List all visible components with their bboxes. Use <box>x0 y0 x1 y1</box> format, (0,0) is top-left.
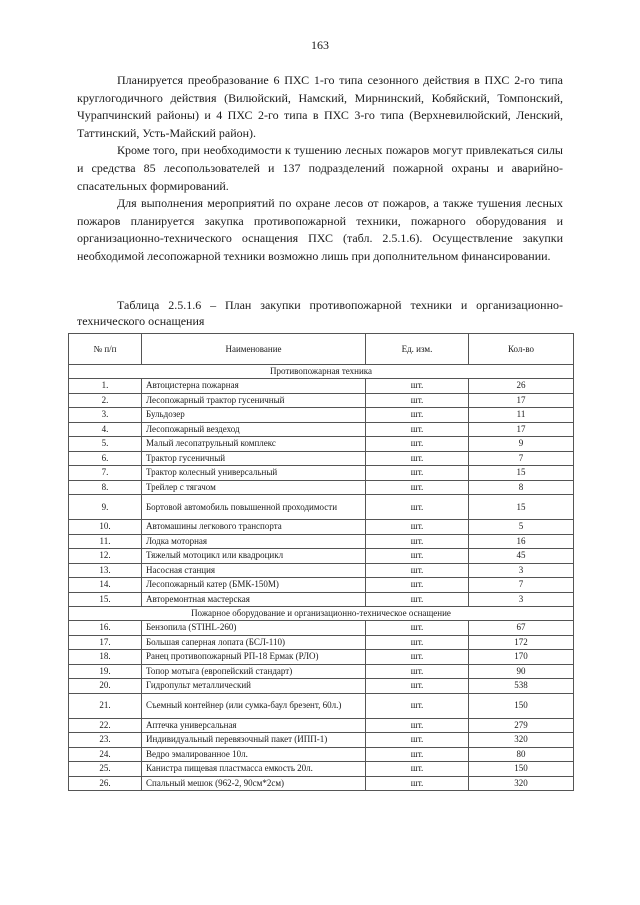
page-number: 163 <box>311 38 329 52</box>
row-unit: шт. <box>366 635 469 650</box>
table-row <box>69 693 574 718</box>
row-name: Автоцистерна пожарная <box>142 379 366 394</box>
paragraph-3: Для выполнения мероприятий по охране лесов от пожаров, а также тушения лесных пожаров планируется закупка противопожарной техники, пожарного оборудования и организационно-технического оснащения ПХС (табл. 2.5.1.6). Осуществление закупки необходимой лесопожарной техники возможно лишь при дополнительном финансировании. <box>77 196 563 263</box>
row-unit: шт. <box>366 480 469 495</box>
row-number: 14. <box>69 578 142 593</box>
header-number: № п/п <box>69 334 142 365</box>
row-quantity: 9 <box>469 437 574 452</box>
section-title: Противопожарная техника <box>69 365 574 379</box>
row-unit: шт. <box>366 437 469 452</box>
table-row <box>69 592 574 607</box>
row-number: 10. <box>69 520 142 535</box>
row-name: Ведро эмалированное 10л. <box>142 747 366 762</box>
table-row <box>69 379 574 394</box>
row-name: Топор мотыга (европейский стандарт) <box>142 664 366 679</box>
table-row <box>69 393 574 408</box>
table-row <box>69 480 574 495</box>
header-name: Наименование <box>142 334 366 365</box>
row-quantity: 320 <box>469 776 574 791</box>
table-row <box>69 776 574 791</box>
row-number: 26. <box>69 776 142 791</box>
row-unit: шт. <box>366 762 469 777</box>
row-name: Бортовой автомобиль повышенной проходимости <box>142 495 366 520</box>
table-row <box>69 733 574 748</box>
row-name: Большая саперная лопата (БСЛ-110) <box>142 635 366 650</box>
row-number: 17. <box>69 635 142 650</box>
row-unit: шт. <box>366 693 469 718</box>
row-quantity: 150 <box>469 762 574 777</box>
row-name: Лесопожарный трактор гусеничный <box>142 393 366 408</box>
procurement-table <box>68 333 574 791</box>
row-number: 19. <box>69 664 142 679</box>
row-quantity: 26 <box>469 379 574 394</box>
row-name: Малый лесопатрульный комплекс <box>142 437 366 452</box>
row-name: Канистра пищевая пластмасса емкость 20л. <box>142 762 366 777</box>
row-number: 20. <box>69 679 142 694</box>
table-caption: Таблица 2.5.1.6 – План закупки противопожарной техники и организационно-технического оснащения <box>77 298 563 328</box>
row-name: Бульдозер <box>142 408 366 423</box>
row-name: Бензопила (STIHL-260) <box>142 621 366 636</box>
row-quantity: 17 <box>469 422 574 437</box>
row-quantity: 16 <box>469 534 574 549</box>
row-number: 4. <box>69 422 142 437</box>
row-quantity: 17 <box>469 393 574 408</box>
table-section-row <box>69 365 574 379</box>
table-row <box>69 635 574 650</box>
row-number: 1. <box>69 379 142 394</box>
table-row <box>69 422 574 437</box>
table-row <box>69 495 574 520</box>
table-row <box>69 466 574 481</box>
table-row <box>69 563 574 578</box>
row-number: 5. <box>69 437 142 452</box>
row-quantity: 5 <box>469 520 574 535</box>
row-number: 2. <box>69 393 142 408</box>
row-unit: шт. <box>366 495 469 520</box>
row-number: 6. <box>69 451 142 466</box>
row-quantity: 172 <box>469 635 574 650</box>
row-unit: шт. <box>366 621 469 636</box>
table-row <box>69 718 574 733</box>
header-unit: Ед. изм. <box>366 334 469 365</box>
table-row <box>69 762 574 777</box>
header-quantity: Кол-во <box>469 334 574 365</box>
table-body <box>69 365 574 791</box>
table-row <box>69 534 574 549</box>
table-row <box>69 408 574 423</box>
row-quantity: 3 <box>469 592 574 607</box>
row-name: Тяжелый мотоцикл или квадроцикл <box>142 549 366 564</box>
row-name: Автомашины легкового транспорта <box>142 520 366 535</box>
row-name: Трактор гусеничный <box>142 451 366 466</box>
row-name: Аптечка универсальная <box>142 718 366 733</box>
row-unit: шт. <box>366 664 469 679</box>
row-name: Гидропульт металлический <box>142 679 366 694</box>
row-number: 3. <box>69 408 142 423</box>
table-section-row <box>69 607 574 621</box>
row-unit: шт. <box>366 563 469 578</box>
row-quantity: 538 <box>469 679 574 694</box>
row-quantity: 45 <box>469 549 574 564</box>
row-unit: шт. <box>366 534 469 549</box>
table-row <box>69 451 574 466</box>
row-name: Спальный мешок (962-2, 90см*2см) <box>142 776 366 791</box>
row-unit: шт. <box>366 747 469 762</box>
row-unit: шт. <box>366 408 469 423</box>
row-name: Ранец противопожарный РП-18 Ермак (РЛО) <box>142 650 366 665</box>
row-number: 9. <box>69 495 142 520</box>
table-header-row <box>69 334 574 365</box>
row-quantity: 150 <box>469 693 574 718</box>
row-unit: шт. <box>366 718 469 733</box>
row-number: 25. <box>69 762 142 777</box>
paragraph-1: Планируется преобразование 6 ПХС 1-го типа сезонного действия в ПХС 2-го типа круглогодичного действия (Вилюйский, Намский, Мирнинский, Кобяйский, Томпонский, Чурапчинский районы) и 4 ПХС 2-го типа в ПХС 3-го типа (Верхневилюйский, Ленский, Таттинский, Усть-Майский район). <box>77 73 563 140</box>
row-number: 7. <box>69 466 142 481</box>
table-row <box>69 520 574 535</box>
row-unit: шт. <box>366 379 469 394</box>
row-number: 24. <box>69 747 142 762</box>
row-number: 22. <box>69 718 142 733</box>
row-number: 11. <box>69 534 142 549</box>
row-quantity: 8 <box>469 480 574 495</box>
row-unit: шт. <box>366 733 469 748</box>
section-title: Пожарное оборудование и организационно-техническое оснащение <box>69 607 574 621</box>
row-quantity: 15 <box>469 495 574 520</box>
row-name: Лесопожарный вездеход <box>142 422 366 437</box>
table-row <box>69 664 574 679</box>
row-unit: шт. <box>366 679 469 694</box>
row-unit: шт. <box>366 466 469 481</box>
row-quantity: 90 <box>469 664 574 679</box>
row-unit: шт. <box>366 549 469 564</box>
table-row <box>69 747 574 762</box>
row-quantity: 170 <box>469 650 574 665</box>
row-unit: шт. <box>366 592 469 607</box>
table-row <box>69 578 574 593</box>
row-unit: шт. <box>366 650 469 665</box>
row-quantity: 279 <box>469 718 574 733</box>
row-unit: шт. <box>366 451 469 466</box>
row-unit: шт. <box>366 520 469 535</box>
row-unit: шт. <box>366 776 469 791</box>
table-row <box>69 650 574 665</box>
table-row <box>69 549 574 564</box>
row-name: Насосная станция <box>142 563 366 578</box>
row-quantity: 7 <box>469 451 574 466</box>
row-unit: шт. <box>366 422 469 437</box>
row-number: 18. <box>69 650 142 665</box>
row-name: Лесопожарный катер (БМК-150М) <box>142 578 366 593</box>
table-row <box>69 621 574 636</box>
row-name: Трактор колесный универсальный <box>142 466 366 481</box>
table-row <box>69 437 574 452</box>
row-quantity: 15 <box>469 466 574 481</box>
row-number: 16. <box>69 621 142 636</box>
row-number: 8. <box>69 480 142 495</box>
row-number: 21. <box>69 693 142 718</box>
row-name: Лодка моторная <box>142 534 366 549</box>
body-text <box>77 72 563 266</box>
row-name: Съемный контейнер (или сумка-баул брезент, 60л.) <box>142 693 366 718</box>
paragraph-2: Кроме того, при необходимости к тушению лесных пожаров могут привлекаться силы и средства 85 лесопользователей и 137 подразделений пожарной охраны и аварийно-спасательных формирований. <box>77 143 563 193</box>
row-quantity: 7 <box>469 578 574 593</box>
row-number: 23. <box>69 733 142 748</box>
row-name: Индивидуальный перевязочный пакет (ИПП-1) <box>142 733 366 748</box>
row-quantity: 11 <box>469 408 574 423</box>
row-number: 15. <box>69 592 142 607</box>
row-number: 13. <box>69 563 142 578</box>
row-unit: шт. <box>366 578 469 593</box>
row-name: Трейлер с тягачом <box>142 480 366 495</box>
table-row <box>69 679 574 694</box>
row-quantity: 67 <box>469 621 574 636</box>
row-quantity: 80 <box>469 747 574 762</box>
row-name: Авторемонтная мастерская <box>142 592 366 607</box>
row-number: 12. <box>69 549 142 564</box>
row-quantity: 320 <box>469 733 574 748</box>
row-unit: шт. <box>366 393 469 408</box>
row-quantity: 3 <box>469 563 574 578</box>
